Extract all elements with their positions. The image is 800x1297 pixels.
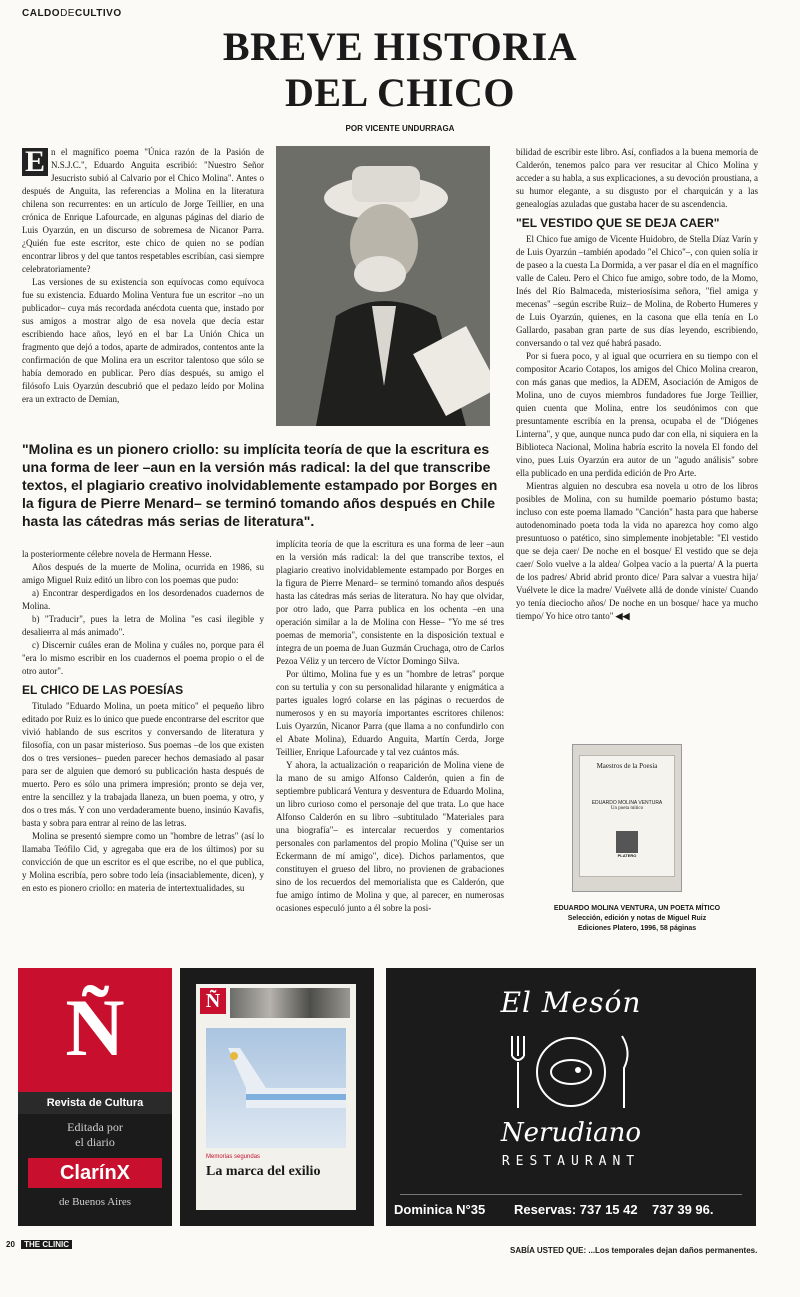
page-footer-left	[6, 1240, 72, 1249]
headline-line-2: DEL CHICO	[284, 70, 516, 115]
cover-headline: La marca del exilio	[206, 1164, 321, 1179]
book-cover-inner	[579, 755, 675, 877]
restaurant-address: Dominica N°35	[394, 1202, 486, 1217]
airplane-icon	[206, 1028, 346, 1148]
ad-revista-n[interactable]	[18, 968, 172, 1226]
ad-meson-nerudiano[interactable]	[386, 968, 756, 1226]
caption-edition: Ediciones Platero, 1996, 58 páginas	[577, 925, 697, 932]
cover-thumbnails	[230, 988, 350, 1018]
ad-line: el diario	[75, 1135, 115, 1149]
caption-credits: Selección, edición y notas de Miguel Ruiz	[567, 915, 707, 922]
paragraph: Las versiones de su existencia son equívocas como equívoca fue su existencia. Eduardo Molina Ventura fue un escritor –no un publicador– cuya más recordada anécdota cuenta que, instado por sus amigos a mostrar algo de esa novela que decía estar escribiendo hace años, leyó en el bar La Unión Chica un fragmento que dejó a todos, aparte de admirados, contentos ante la confirmación de que Molina era un escritor talentoso que sólo se había demorado en publicar. Pero días después, su amigo el filósofo Luis Oyarzún descubrió que el pedazo leído por Molina era un extracto de Demian,	[22, 277, 264, 404]
pull-quote: "Molina es un pionero criollo: su implícita teoría de que la escritura es una forma de leer –aun en la versión más radical: la del que transcribe textos, el plagiario creativo inolvidablemente estampado por Borges en la figura de Pierre Menard– se terminó tomando años después en Chile hasta las cátedras más serias de literatura".	[22, 441, 498, 529]
restaurant-name-1: El Mesón	[500, 986, 642, 1019]
restaurant-tag: RESTAURANT	[501, 1154, 641, 1169]
paragraph: b) "Traducir", pues la letra de Molina "es casi ilegible y desaliента al más animado".	[22, 614, 264, 637]
cover-image-sky	[206, 1028, 346, 1148]
clarin-logo: ClarínX	[28, 1158, 162, 1188]
ad-divider	[400, 1194, 742, 1195]
paragraph: El Chico fue amigo de Vicente Huidobro, de Stella Díaz Varín y de Luis Oyarzún –también apodado "el Chico"–, con quien solía ir de paseo a la cuesta La Dormida, a ver pasar el día en el magnífico valle de Caleu. Pero el Chico fue amigo, sobre todo, de la Momo, Inés del Río Balmaceda, misteriosísima señora, "fiel amiga y mecenas" –según escribe Ruiz– de Molina, de Roberto Humeres y de Luis Oyarzún, quienes, en la casona que ella tenía en Lo Gallardo, pasaban gran parte de sus días leyendo, escribiendo, conversando o tal vez qué habrá pasado.	[516, 234, 758, 348]
book-subtitle: Un poeta mítico	[610, 806, 644, 811]
drop-cap: E	[22, 148, 48, 176]
paragraph: la posteriormente célebre novela de Hermann Hesse.	[22, 549, 212, 559]
magazine-page	[196, 984, 356, 1210]
book-cover	[572, 744, 682, 892]
restaurant-phones: Reservas: 737 15 42 737 39 96.	[514, 1202, 714, 1217]
magazine-logo: THE CLINIC	[21, 1240, 72, 1249]
author-photo	[276, 146, 490, 426]
ad-edited-by	[18, 1120, 172, 1150]
section-tag: CALDODECULTIVO	[22, 8, 122, 19]
fork-plate-knife-icon	[504, 1032, 638, 1112]
n-logo-icon: Ñ	[65, 982, 125, 1073]
book-author: EDUARDO MOLINA VENTURA	[591, 800, 663, 806]
paragraph: bilidad de escribir este libro. Así, confiados a la buena memoria de Calderón, tenemos palco para ver resucitar al Chico Molina y acceder a su habla, a sus explicaciones, a su devoción proustiana, a su humor elegante, a su disgusto por el charquicán y a las genealogías azuladas que gustaba hacer de su ascendencia.	[516, 147, 758, 209]
paragraph: Molina se presentó siempre como un "hombre de letras" (así lo llamaba Teófilo Cid, y agregaba que era de los últimos) por su convicción de que un escritor es el que escribe, no el que publica, y Molina escribía, pero sobre todo leía (insaciablemente, dicen), y en esto es pionero criollo: en materia de intertextualidades, su	[22, 831, 264, 893]
paragraph: Por si fuera poco, y al igual que ocurriera en su tiempo con el compositor Acario Cotapos, los amigos del Chico Molina crearon, con más ganas que medios, la ADEM, Asociación de Amigos de Molina, uno de cuyos miembros fundadores fue Jorge Teillier, quien cuenta que Molina, entre los seudónimos con que presuntamente escribía en la prensa, ocupaba el de "Diógenes Linterna", y que, aunque nunca pudo dar con ella, ni siquiera en la Biblioteca Nacional, Molina habría escrito la novela El fondo del vino, pues Luis Oyarzún era autor de un "agudo análisis" sobre ella publicado en una perdida edición de Pro Arte.	[516, 351, 758, 478]
n-small-logo-icon: Ñ	[200, 988, 226, 1014]
end-mark: ◀◀	[615, 611, 630, 621]
subheading: "EL VESTIDO QUE SE DEJA CAER"	[516, 216, 720, 230]
ad-logo-block	[18, 968, 172, 1092]
caption-title: EDUARDO MOLINA VENTURA, UN POETA MÍTICO	[553, 905, 721, 912]
paragraph: Por último, Molina fue y es un "hombre de letras" porque con su tertulia y con su personalidad hilarante y enigmática a partes iguales logró colarse en las páginas o recuerdos de numerosos y en su mayoría importantes escritores chilenos: Luis Oyarzún, Nicanor Parra (que llama a no confundirlo con el Abate Molina), Eduardo Anguita, Martín Cerda, Jorge Teillier, Enrique Lafourcade y tal vez cuántos más.	[276, 669, 504, 757]
paragraph: a) Encontrar desperdigados en los desordenados cuadernos de Molina.	[22, 588, 264, 611]
ad-tagline: Revista de Cultura	[18, 1092, 172, 1114]
paragraph: c) Discernir cuáles eran de Molina y cuáles no, porque para él "era lo mismo escribir en los cuadernos el poema propio o el de otro autor".	[22, 640, 264, 676]
column-1-top	[22, 146, 264, 436]
did-you-know: SABÍA USTED QUE: ...Los temporales dejan daños permanentes.	[510, 1246, 758, 1255]
column-2-bottom	[276, 538, 504, 958]
paragraph: Y ahora, la actualización o reaparición de Molina viene de la mano de su amigo Alfonso Calderón, quien a fin de septiembre publicará Ventura y desventura de Eduardo Molina, un libro curioso como el personaje del que trata. Lo que hace Alfonso Calderón en su libro –subtitulado "Materiales para una biografía"– es intercalar recuerdos y comentarios personales con parlamentos del propio Molina ("Quise ser un Eckermann de mí amigo", dice). Dichos parlamentos, que constituyen el grueso del libro, no provienen de grabaciones sino de los recuerdos del memorialista que es Calderón, que fue amigo íntimo de Molina y que, al parecer, en numerosas ocasiones especuló junto a él sobre la posi-	[276, 760, 504, 913]
ad-city: de Buenos Aires	[58, 1196, 132, 1208]
article-headline	[150, 24, 650, 116]
paragraph: implícita teoría de que la escritura es una forma de leer –aun en la versión más radical: la del que transcribe textos, el plagiario creativo inolvidablemente estampado por Borges en la figura de Pierre Menard– se terminó tomando años después hasta las cátedras más serias de literatura. No hay que olvidar, por otro lado, que Parra publica en los ochenta –en una operación similar a la de Molina con Hesse– "Yo me sé tres poemas de memoria", consistente en la disposición textual e íntegra de un poema de Juan Guzmán Cruchaga, otro de Carlos Pezoa Véliz y un tercero de Víctor Domingo Silva.	[276, 539, 504, 666]
book-series: Maestros de la Poesía	[596, 762, 658, 770]
cover-kicker: Memorias segundas	[206, 1154, 261, 1160]
paragraph: Titulado "Eduardo Molina, un poeta mítico" el pequeño libro editado por Ruiz es lo único que puede encontrarse del escritor que vivió hablando de sus escritos y conversando de literatura y filosofía, con un pasar misterioso. Sus poemas –de los que existen dos o tres versiones– pueden parecer hechos demasiado al pasar para ser de alguien que demoró su publicación hasta después de muerto. Pero es sólo una primera impresión; pronto se deja ver, entre la sencillez y la trabajada llaneza, un buen poema, y otro, y dos o tres más. Y con uno verdaderamente bueno, insinúo Kavafis, basta y sobra para entrar al reino de las letras.	[22, 701, 264, 828]
headline-line-1: BREVE HISTORIA	[222, 24, 578, 69]
byline: POR VICENTE UNDURRAGA	[345, 124, 455, 133]
column-1-bottom	[22, 548, 264, 958]
restaurant-name-2: Nerudiano	[500, 1118, 642, 1148]
publisher-logo-icon	[616, 831, 638, 853]
ad-magazine-cover[interactable]	[180, 968, 374, 1226]
book-caption	[518, 904, 756, 934]
paragraph: Mientras alguien no descubra esa novela u otro de los libros posibles de Molina, con su humilde poemario póstumo basta; incluso con este poema llamado "Canción" hasta para que haberse autodenominado poeta toda la vida no aparezca hoy como algo presuntuoso o patético, sino simplemente inobjetable: "El vestido que se deja caer/ De noche en el bosque/ El vestido que se deja caer/ Solo vuelve a la aldea/ Golpea vacío a la puerta/ A la puerta de los padres/ Abrid abrid pronto dice/ Para salvar a vuestra hija/ Vuélvete le dice la madre/ Vuélvete allá de donde viniste/ Cuando yo tenía dieciocho años/ De noche en un bosque/ hace ya mucho tiempo/ Yo hice otro tanto" ◀◀	[516, 481, 758, 621]
paragraph: Años después de la muerte de Molina, ocurrida en 1986, su amigo Miguel Ruiz editó un libro con los poemas que pudo:	[22, 562, 264, 585]
ad-line: Editada por	[67, 1120, 123, 1134]
column-3	[516, 146, 758, 738]
subheading: EL CHICO DE LAS POESÍAS	[22, 683, 184, 697]
portrait-illustration	[276, 146, 490, 426]
paragraph: E n el magnífico poema "Única razón de la Pasión de N.S.J.C.", Eduardo Anguita escribió: "Nuestro Señor Jesucristo subió al Calvario por el Chico Molina". Antes o después de Anguita, las referencias a Molina en la literatura chilena son recurrentes: en un artículo de Jorge Teillier, en una crónica de Enrique Lafourcade, en algunas páginas del diario de Luis Oyarzún, en un discurso de sobremesa de Nicanor Parra. ¿Quién fue este escritor, este chico de quien no se podían encontrar libros y del que tantos respetables escribían, casi siempre celebratoriamente?	[22, 146, 264, 274]
page-number: 20	[6, 1240, 15, 1249]
book-publisher: PLATERO	[617, 853, 637, 858]
